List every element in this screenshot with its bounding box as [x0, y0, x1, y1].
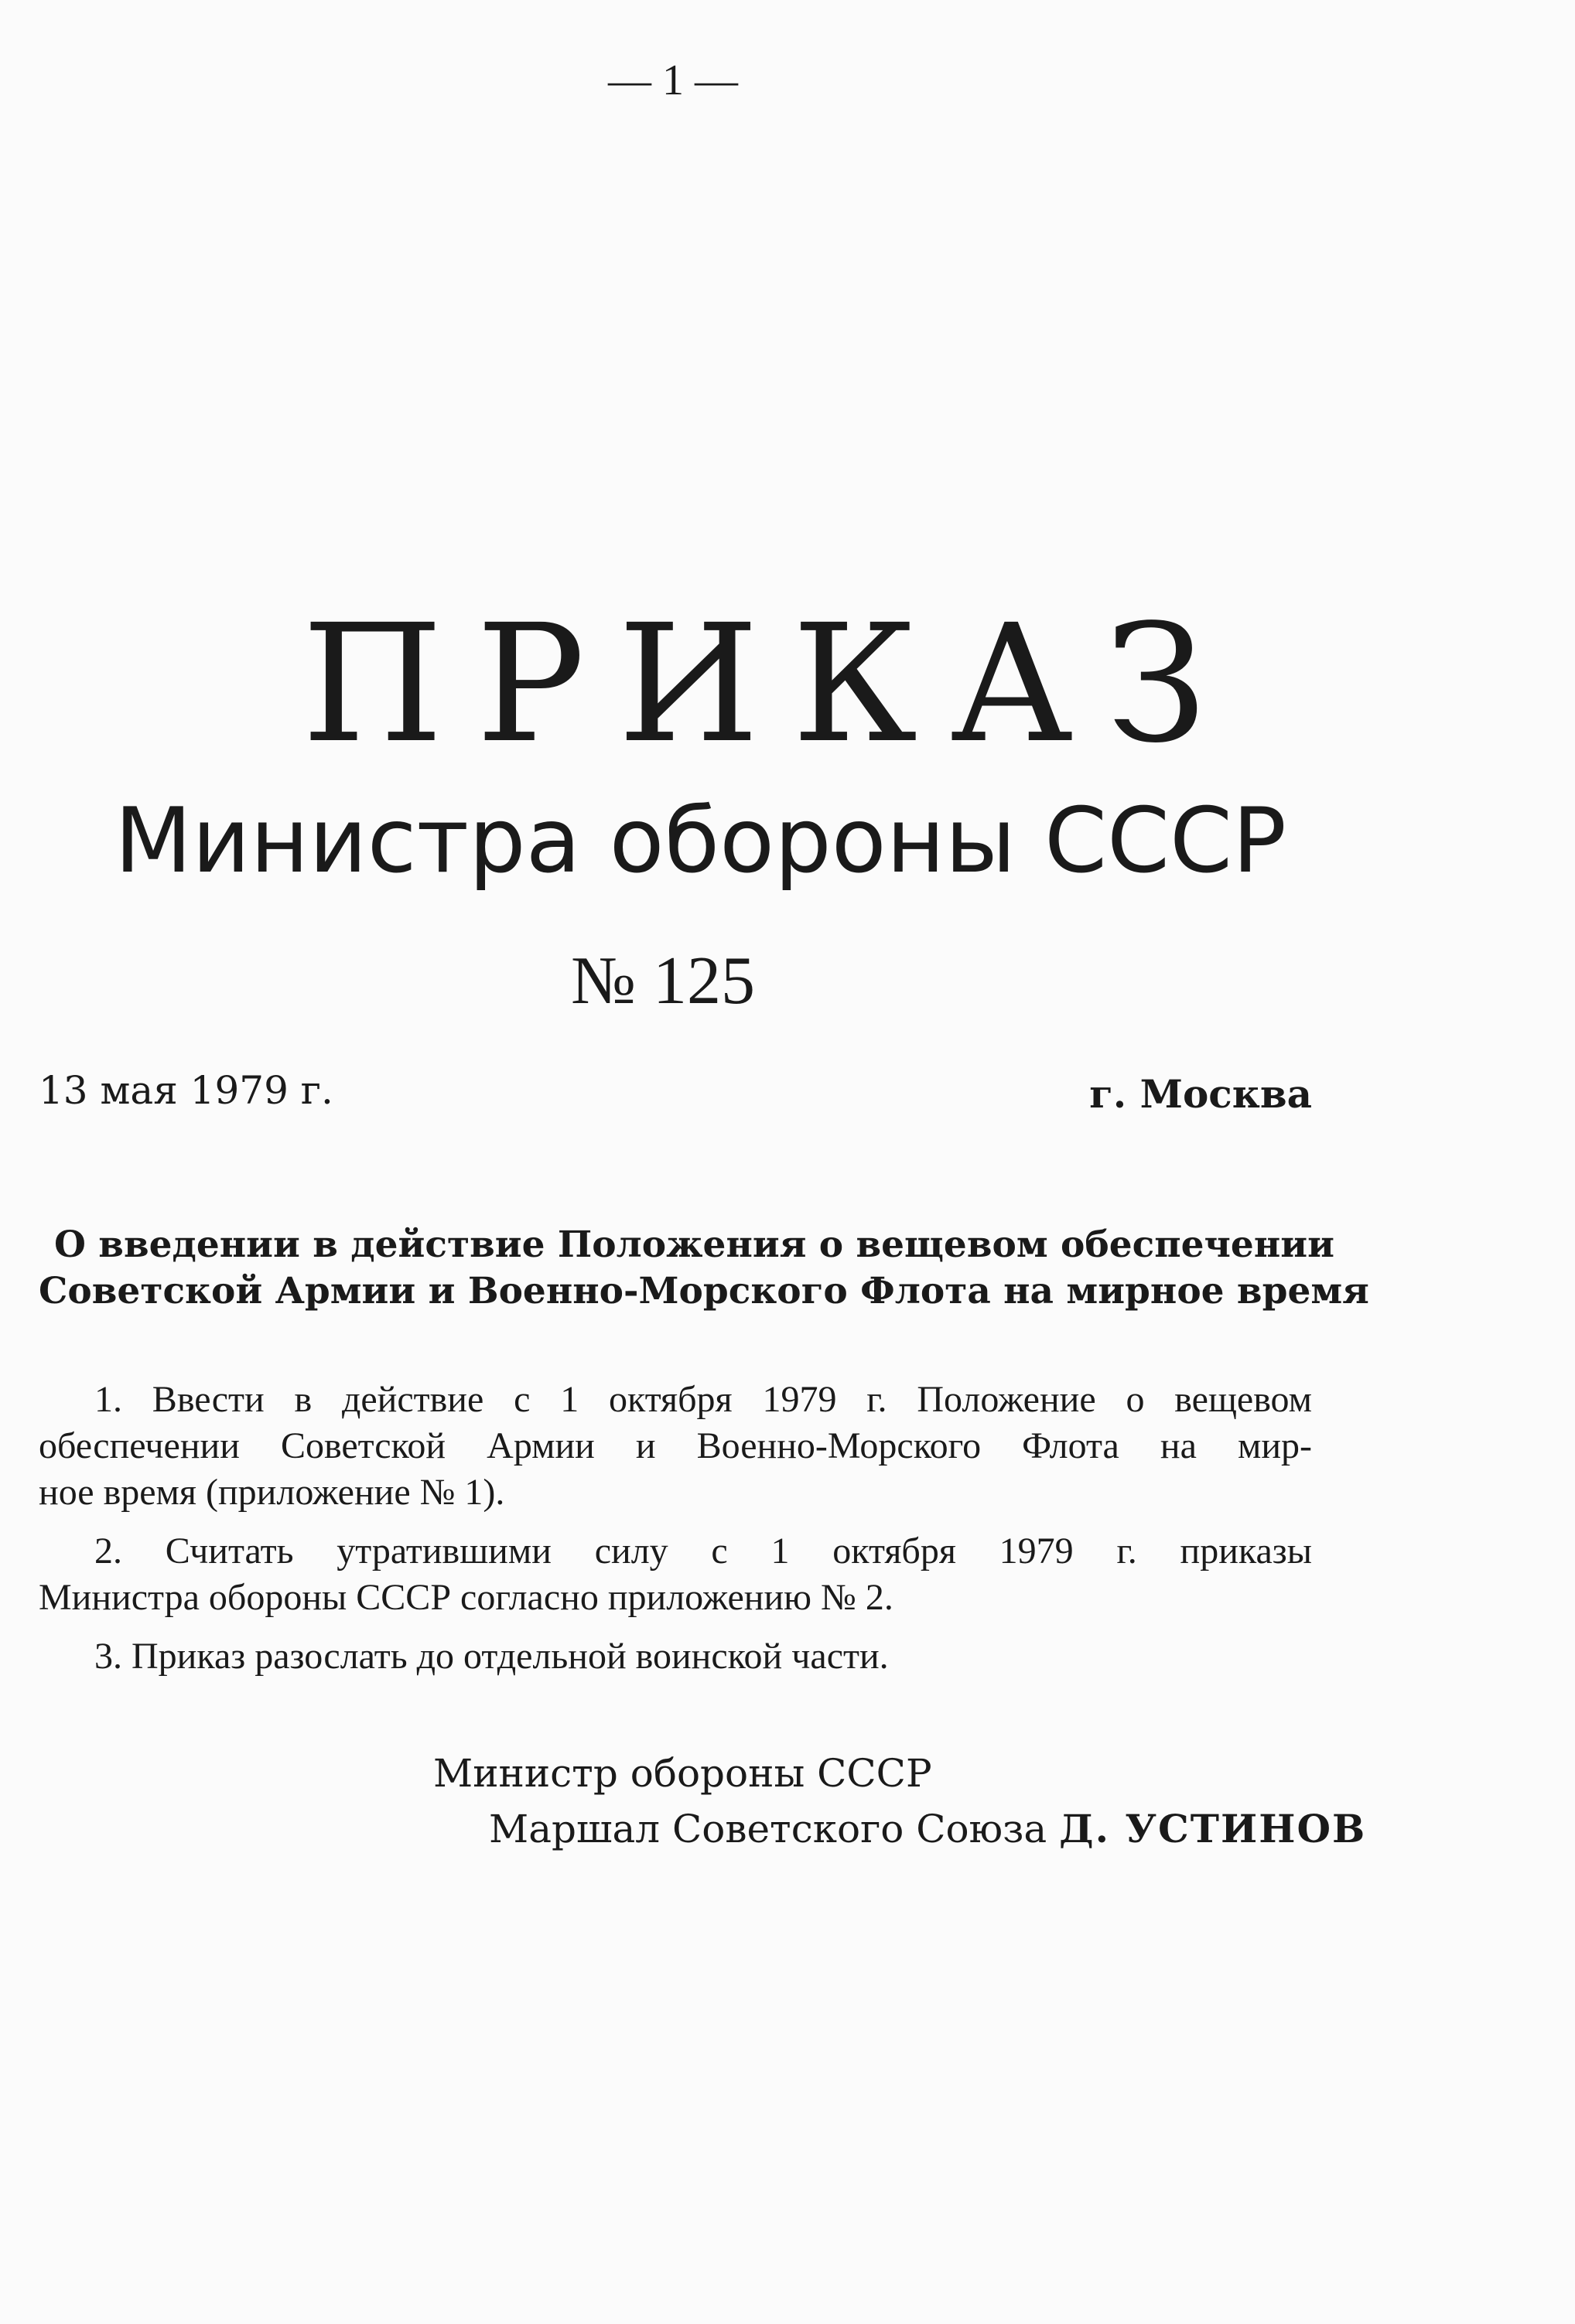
- paragraph-line: ное время (приложение № 1).: [39, 1472, 505, 1513]
- signature-name: Д. УСТИНОВ: [1059, 1806, 1367, 1851]
- document-title: ПРИКАЗ: [302, 589, 1239, 779]
- paragraph-line: 3. Приказ разослать до отдельной воинской части.: [94, 1636, 889, 1677]
- signature-rank: Маршал Советского Союза: [489, 1807, 1047, 1851]
- order-date: 13 мая 1979 г.: [39, 1068, 333, 1113]
- order-body: [39, 1377, 1312, 1680]
- order-heading-line: Советской Армии и Военно-Морского Флота на мирное время: [39, 1270, 1369, 1312]
- page-number: — 1 —: [608, 56, 738, 104]
- paragraph-1: [39, 1377, 1312, 1516]
- paragraph-3: [39, 1633, 1312, 1680]
- paragraph-2: [39, 1528, 1312, 1621]
- signature-position: Министр обороны СССР: [433, 1751, 932, 1796]
- signature-block: [489, 1806, 1367, 1851]
- paragraph-line: 1. Ввести в действие с 1 октября 1979 г. Положение о вещевом: [94, 1379, 1312, 1420]
- paragraph-line: 2. Считать утратившими силу с 1 октября 1979 г. приказы: [94, 1531, 1312, 1572]
- paragraph-line: Министра обороны СССР согласно приложению № 2.: [39, 1577, 893, 1618]
- order-heading: [39, 1222, 1369, 1315]
- order-city: г. Москва: [1089, 1071, 1312, 1117]
- document-subtitle: Министра обороны СССР: [114, 789, 1286, 893]
- order-number: № 125: [571, 944, 755, 1019]
- paragraph-line: обеспечении Советской Армии и Военно-Морского Флота на мир-: [39, 1425, 1312, 1466]
- order-heading-line: О введении в действие Положения о вещевом обеспечении: [54, 1223, 1334, 1266]
